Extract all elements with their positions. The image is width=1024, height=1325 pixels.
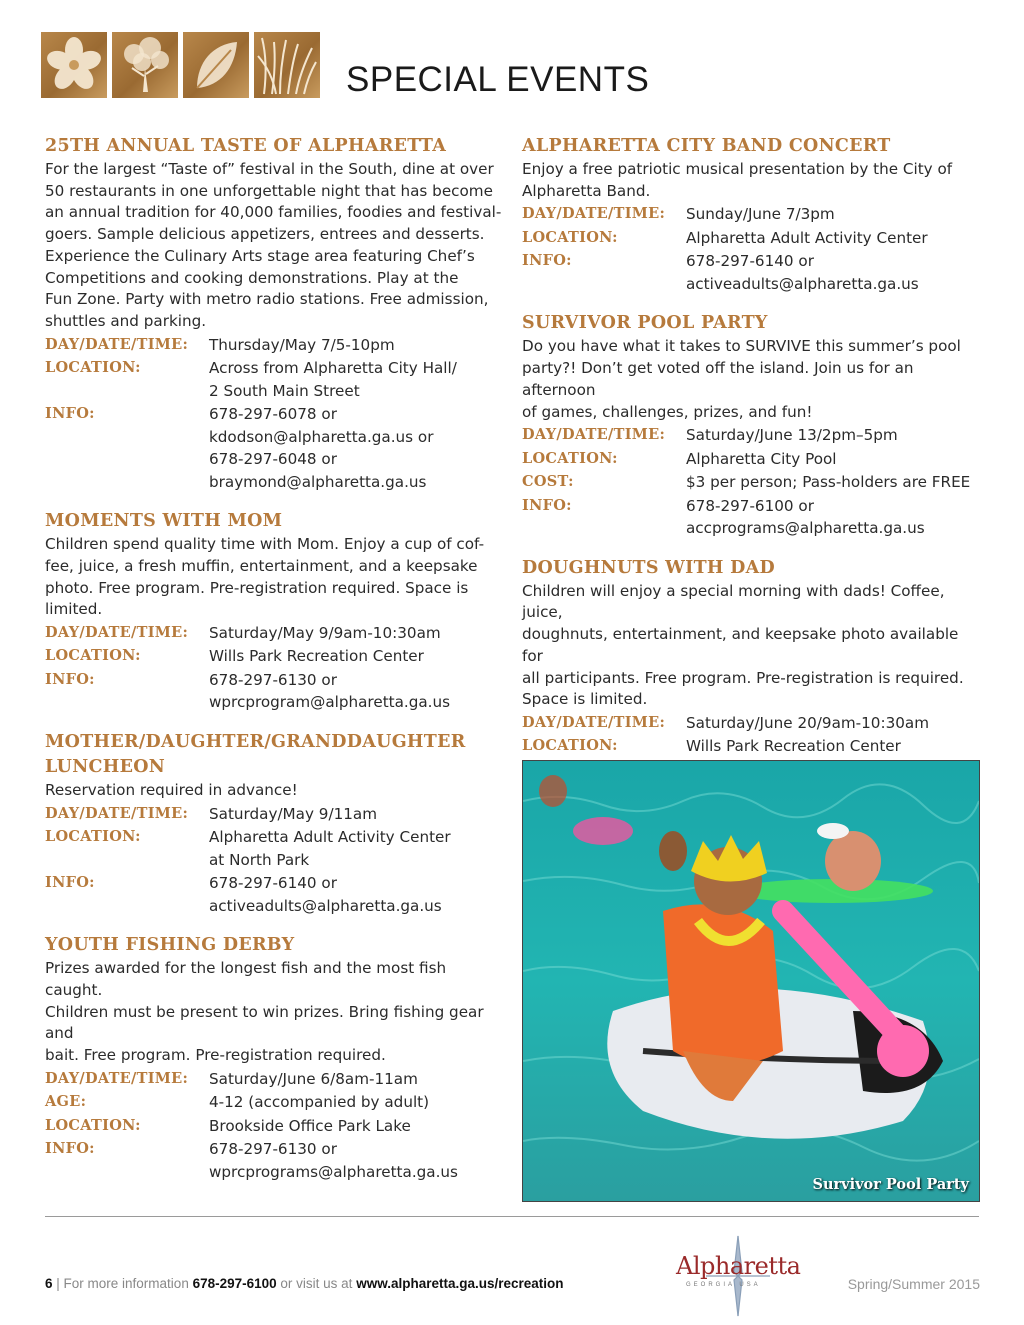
detail-value-line: Saturday/June 20/9am-10:30am [686, 713, 930, 732]
footer-url-link[interactable]: www.alpharetta.ga.us/recreation [356, 1276, 564, 1291]
event-detail-row [45, 403, 505, 493]
detail-value [209, 334, 505, 357]
event-detail-row [45, 826, 505, 871]
detail-value-line: Sunday/June 7/3pm [686, 205, 835, 224]
event-block [522, 311, 984, 539]
detail-value-line: activeadults@alpharetta.ga.us [686, 274, 919, 293]
description-line: limited. [45, 600, 103, 619]
detail-value-line: 678-297-6078 or [209, 405, 337, 424]
description-line: doughnuts, entertainment, and keepsake photo available for [522, 625, 959, 665]
detail-value-line: kdodson@alpharetta.ga.us or [209, 427, 434, 446]
detail-value [209, 826, 505, 871]
detail-value [209, 803, 505, 826]
alpharetta-logo [676, 1232, 801, 1318]
detail-label: LOCATION: [522, 228, 618, 246]
detail-value-line: Across from Alpharetta City Hall/ [209, 359, 457, 378]
detail-value-line: wprcprograms@alpharetta.ga.us [209, 1162, 458, 1181]
description-line: Competitions and cooking demonstrations. Play at the [45, 268, 459, 287]
detail-value-line: Alpharetta City Pool [686, 449, 837, 468]
footer-text-before: For more information [63, 1276, 193, 1291]
detail-label: DAY/DATE/TIME: [522, 205, 666, 223]
detail-label: LOCATION: [45, 647, 141, 665]
grass-icon [254, 32, 320, 98]
description-line: Children will enjoy a special morning with dads! Coffee, juice, [522, 581, 945, 622]
footer-divider [45, 1216, 979, 1217]
detail-value-line: 678-297-6140 or [209, 874, 337, 893]
season-label: Spring/Summer 2015 [847, 1276, 980, 1292]
detail-value-line: 678-297-6130 or [209, 670, 337, 689]
description-line: Enjoy a free patriotic musical presentation by the City of [522, 160, 953, 178]
detail-label: LOCATION: [522, 449, 618, 467]
detail-value [209, 1068, 505, 1091]
detail-value-line: Thursday/May 7/5-10pm [209, 335, 395, 354]
event-title: 25TH ANNUAL TASTE OF ALPHARETTA [45, 136, 447, 156]
detail-value-line: Saturday/May 9/11am [209, 804, 377, 823]
event-block [45, 730, 505, 917]
description-line: Space is limited. [522, 690, 648, 709]
detail-value-line: Saturday/June 13/2pm–5pm [686, 426, 898, 445]
detail-value [686, 448, 984, 471]
description-line: Reservation required in advance! [45, 780, 298, 799]
photo-caption: Survivor Pool Party [812, 1176, 969, 1193]
description-line: Experience the Culinary Arts stage area featuring Chef’s [45, 246, 475, 265]
detail-label: DAY/DATE/TIME: [45, 623, 189, 641]
detail-value-line: wprcprogram@alpharetta.ga.us [209, 693, 451, 712]
detail-value-line: Wills Park Recreation Center [686, 737, 901, 756]
header-icon-strip [41, 32, 320, 98]
detail-label: DAY/DATE/TIME: [45, 335, 189, 353]
detail-label: LOCATION: [45, 1116, 141, 1134]
detail-value [686, 424, 984, 447]
detail-label: COST: [522, 473, 574, 491]
event-title: ALPHARETTA CITY BAND CONCERT [522, 136, 891, 156]
detail-value-line: Saturday/May 9/9am-10:30am [209, 623, 441, 642]
event-description [45, 534, 505, 621]
event-detail-row [45, 1068, 505, 1091]
event-detail-row [45, 669, 505, 714]
detail-value [209, 357, 505, 402]
description-line: Do you have what it takes to SURVIVE this summer’s pool [522, 337, 961, 356]
detail-value [686, 471, 984, 494]
logo-subtext: GEORGIA USA [686, 1282, 761, 1288]
event-title: DOUGHNUTS WITH DAD [522, 557, 775, 578]
event-description [522, 159, 984, 202]
event-detail-row [45, 1115, 505, 1138]
event-detail-row [45, 622, 505, 645]
detail-value-line: Saturday/June 6/8am-11am [209, 1069, 418, 1088]
detail-value-line: braymond@alpharetta.ga.us [209, 472, 427, 491]
description-line: Prizes awarded for the longest fish and the most fish caught. [45, 959, 447, 999]
event-detail-row [522, 227, 984, 250]
description-line: an annual tradition for 40,000 families, foodies and festival- [45, 203, 502, 222]
event-description [45, 780, 505, 802]
right-column [522, 134, 984, 820]
event-detail-row [45, 334, 505, 357]
event-detail-row [522, 471, 984, 494]
event-block [522, 134, 984, 295]
detail-value [209, 1138, 505, 1183]
description-line: Alpharetta Band. [522, 181, 651, 200]
detail-value [686, 735, 984, 758]
event-detail-row [45, 1091, 505, 1114]
event-block [45, 134, 505, 493]
description-line: 50 restaurants in one unforgettable night that has become [45, 181, 493, 200]
detail-label: LOCATION: [45, 828, 141, 846]
footer-phone: 678-297-6100 [192, 1276, 277, 1291]
event-detail-row [522, 424, 984, 447]
event-detail-row [522, 712, 984, 735]
tree-icon [112, 32, 178, 98]
detail-value [686, 203, 984, 226]
detail-value-line: accprograms@alpharetta.ga.us [686, 519, 925, 538]
detail-value-line: 678-297-6140 or [686, 252, 814, 271]
detail-label: DAY/DATE/TIME: [522, 713, 666, 731]
detail-label: INFO: [45, 670, 95, 688]
leaf-icon [183, 32, 249, 98]
detail-value [209, 1091, 505, 1114]
event-detail-row [45, 1138, 505, 1183]
description-line: Children spend quality time with Mom. Enjoy a cup of cof- [45, 535, 485, 554]
left-column [45, 134, 505, 1199]
page-title: SPECIAL EVENTS [346, 60, 650, 99]
event-title: MOTHER/DAUGHTER/GRANDDAUGHTER LUNCHEON [45, 731, 466, 777]
event-detail-row [522, 735, 984, 758]
detail-value-line: 678-297-6130 or [209, 1140, 337, 1159]
flower-icon [41, 32, 107, 98]
description-line: bait. Free program. Pre-registration required. [45, 1045, 386, 1064]
footer-contact [45, 1276, 564, 1291]
detail-value-line: Alpharetta Adult Activity Center [209, 828, 451, 847]
description-line: party?! Don’t get voted off the island. Join us for an afternoon [522, 359, 914, 399]
event-description [45, 958, 505, 1067]
detail-label: INFO: [45, 1140, 95, 1158]
survivor-pool-party-photo [522, 760, 980, 1202]
detail-label: LOCATION: [522, 737, 618, 755]
description-line: of games, challenges, prizes, and fun! [522, 402, 813, 421]
event-detail-row [45, 872, 505, 917]
description-line: For the largest “Taste of” festival in the South, dine at over [45, 160, 494, 178]
event-detail-row [45, 645, 505, 668]
event-detail-row [522, 448, 984, 471]
detail-value [686, 712, 984, 735]
detail-label: INFO: [45, 874, 95, 892]
detail-value-line: Brookside Office Park Lake [209, 1116, 411, 1135]
event-description [522, 336, 984, 423]
detail-label: INFO: [45, 405, 95, 423]
detail-value-line: 4-12 (accompanied by adult) [209, 1093, 430, 1112]
detail-value [209, 622, 505, 645]
detail-label: AGE: [45, 1093, 87, 1111]
event-title: SURVIVOR POOL PARTY [522, 313, 768, 334]
detail-value-line: 678-297-6048 or [209, 450, 337, 469]
event-detail-row [522, 250, 984, 295]
detail-value [209, 872, 505, 917]
detail-value-line: Wills Park Recreation Center [209, 647, 424, 666]
event-description [45, 159, 505, 333]
event-block [45, 509, 505, 714]
detail-value [686, 495, 984, 540]
event-block [45, 933, 505, 1183]
page-number: 6 [45, 1276, 53, 1291]
detail-label: INFO: [522, 252, 572, 270]
description-line: goers. Sample delicious appetizers, entrees and desserts. [45, 225, 485, 244]
detail-label: DAY/DATE/TIME: [522, 426, 666, 444]
description-line: shuttles and parking. [45, 311, 207, 330]
detail-value [209, 403, 505, 493]
event-detail-row [522, 495, 984, 540]
detail-label: LOCATION: [45, 359, 141, 377]
detail-value-line: at North Park [209, 850, 310, 869]
event-title: YOUTH FISHING DERBY [45, 935, 295, 956]
event-detail-row [45, 357, 505, 402]
detail-value-line: Alpharetta Adult Activity Center [686, 228, 928, 247]
description-line: all participants. Free program. Pre-registration is required. [522, 668, 964, 687]
detail-value-line: $3 per person; Pass-holders are FREE [686, 473, 971, 492]
detail-value [686, 227, 984, 250]
logo-wordmark: Alpharetta [676, 1252, 801, 1280]
description-line: photo. Free program. Pre-registration required. Space is [45, 578, 469, 597]
event-detail-row [522, 203, 984, 226]
detail-value-line: 2 South Main Street [209, 381, 360, 400]
event-detail-row [45, 803, 505, 826]
detail-value-line: activeadults@alpharetta.ga.us [209, 896, 442, 915]
description-line: fee, juice, a fresh muffin, entertainment, and a keepsake [45, 556, 478, 575]
detail-value-line: 678-297-6100 or [686, 496, 814, 515]
detail-label: INFO: [522, 496, 572, 514]
detail-value [686, 250, 984, 295]
description-line: Children must be present to win prizes. Bring fishing gear and [45, 1002, 484, 1043]
detail-label: DAY/DATE/TIME: [45, 804, 189, 822]
detail-value [209, 669, 505, 714]
detail-value [209, 1115, 505, 1138]
detail-value [209, 645, 505, 668]
event-description [522, 581, 984, 711]
footer-separator: | [52, 1276, 64, 1291]
footer-text-mid: or visit us at [276, 1276, 357, 1291]
description-line: Fun Zone. Party with metro radio stations. Free admission, [45, 290, 489, 309]
event-title: MOMENTS WITH MOM [45, 511, 283, 532]
detail-label: DAY/DATE/TIME: [45, 1069, 189, 1087]
